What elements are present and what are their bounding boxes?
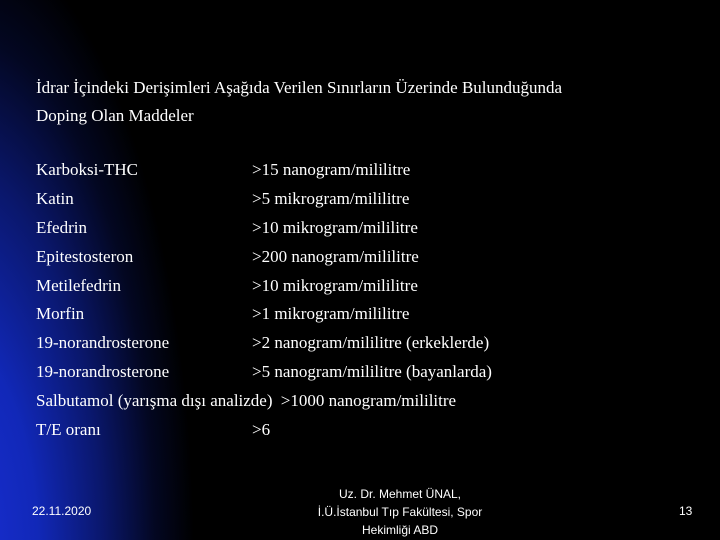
- page-number: 13: [679, 504, 693, 518]
- substance-limit: >5 nanogram/mililitre (bayanlarda): [252, 362, 492, 382]
- title-line-1: İdrar İçindeki Derişimleri Aşağıda Verilen Sınırların Üzerinde Bulunduğunda: [36, 78, 563, 97]
- slide-title: [36, 74, 696, 130]
- list-item: [36, 391, 696, 420]
- list-item: [36, 362, 696, 391]
- footer-date: 22.11.2020: [32, 504, 92, 518]
- substance-name: Metilefedrin: [36, 275, 121, 295]
- footer-author: [290, 485, 510, 539]
- substance-name: Efedrin: [36, 217, 87, 237]
- list-item: [36, 333, 696, 362]
- list-item: [36, 420, 696, 449]
- title-line-2: Doping Olan Maddeler: [36, 106, 194, 125]
- substance-limit: >2 nanogram/mililitre (erkeklerde): [252, 333, 490, 353]
- substance-limit: >1 mikrogram/mililitre: [252, 304, 410, 324]
- substance-limit: >10 mikrogram/mililitre: [252, 217, 418, 237]
- substance-name: Morfin: [36, 304, 85, 324]
- list-item: [36, 218, 696, 247]
- author-line-1: Uz. Dr. Mehmet ÜNAL,: [338, 487, 462, 501]
- substance-limit: >6: [252, 420, 271, 440]
- list-item: [36, 160, 696, 189]
- substance-limit: >1000 nanogram/mililitre: [280, 391, 457, 411]
- substance-limit: >5 mikrogram/mililitre: [252, 188, 410, 208]
- author-line-2: İ.Ü.İstanbul Tıp Fakültesi, Spor: [317, 505, 483, 519]
- substance-name: T/E oranı: [36, 420, 101, 440]
- list-item: [36, 304, 696, 333]
- substance-name: Katin: [36, 188, 74, 208]
- substance-limit: >200 nanogram/mililitre: [252, 246, 419, 266]
- list-item: [36, 247, 696, 276]
- substance-name: Epitestosteron: [36, 246, 134, 266]
- substance-name: Karboksi-THC: [36, 160, 138, 179]
- substance-name: 19-norandrosterone: [36, 362, 170, 382]
- list-item: [36, 276, 696, 305]
- substance-limit: >15 nanogram/mililitre: [252, 160, 411, 179]
- list-item: [36, 189, 696, 218]
- substance-list: [36, 160, 696, 449]
- author-line-3: Hekimliği ABD: [361, 523, 439, 537]
- substance-name: Salbutamol (yarışma dışı analizde): [36, 391, 273, 411]
- substance-limit: >10 mikrogram/mililitre: [252, 275, 418, 295]
- substance-name: 19-norandrosterone: [36, 333, 170, 353]
